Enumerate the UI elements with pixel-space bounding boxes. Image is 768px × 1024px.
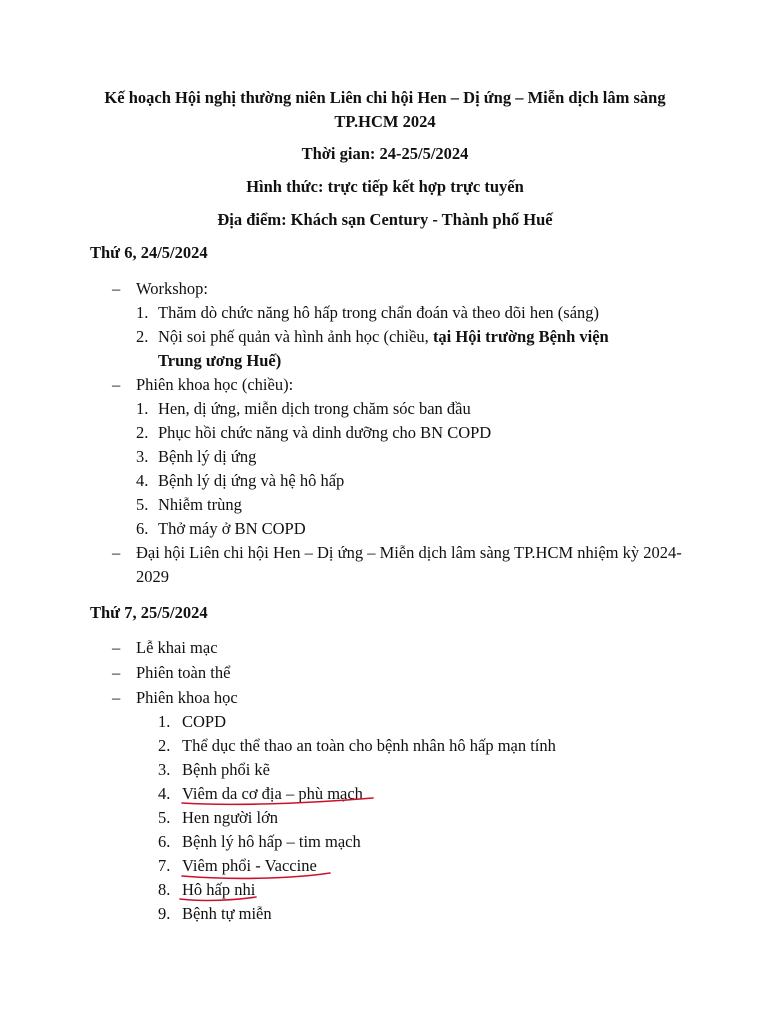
- afternoon-session-list: [136, 397, 692, 541]
- list-item: 3. Bệnh lý dị ứng: [136, 447, 257, 466]
- day2-session-section: – Phiên khoa học 1. COPD 2. Thể dục thể thao an toàn cho bệnh nhân hô hấp mạn tính 3. Bệnh phổi kẽ 4. Viêm da cơ địa – phù mạch 5. Hen người lớn 6. Bệnh lý hô hấp – tim mạch 7. Viêm phổi - Vaccine 8. Hô hấp nhi 9. Bệnh tự miễn: [112, 686, 692, 926]
- day2-heading: Thứ 7, 25/5/2024: [90, 603, 208, 622]
- list-item: 3. Bệnh phổi kẽ: [158, 760, 270, 779]
- event-time: Thời gian: 24-25/5/2024: [301, 144, 469, 163]
- list-item: 9. Bệnh tự miễn: [158, 904, 272, 923]
- list-item: 2. Nội soi phế quản và hình ảnh học (chiều, tại Hội trường Bệnh viện Trung ương Huế): [136, 327, 609, 370]
- list-item: 7. Viêm phổi - Vaccine: [158, 856, 317, 875]
- list-item: 8. Hô hấp nhi: [158, 880, 256, 899]
- event-venue: Địa điểm: Khách sạn Century - Thành phố Huế: [217, 210, 553, 229]
- day2-session-list: [136, 710, 692, 926]
- congress-text: Đại hội Liên chi hội Hen – Dị ứng – Miễn dịch lâm sàng TP.HCM nhiệm kỳ 2024-2029: [136, 543, 682, 586]
- day2-session-label: Phiên khoa học: [136, 688, 238, 707]
- congress-item: – Đại hội Liên chi hội Hen – Dị ứng – Miễn dịch lâm sàng TP.HCM nhiệm kỳ 2024-2029: [112, 541, 687, 589]
- list-item: 4. Bệnh lý dị ứng và hệ hô hấp: [136, 471, 345, 490]
- afternoon-session-label: Phiên khoa học (chiều):: [136, 375, 294, 394]
- document-title: Kế hoạch Hội nghị thường niên Liên chi hội Hen – Dị ứng – Miễn dịch lâm sàng TP.HCM 2024: [104, 88, 666, 131]
- list-item: 4. Viêm da cơ địa – phù mạch: [158, 784, 363, 803]
- list-item: 1. Thăm dò chức năng hô hấp trong chẩn đoán và theo dõi hen (sáng): [136, 303, 600, 322]
- event-format: Hình thức: trực tiếp kết hợp trực tuyến: [246, 177, 524, 196]
- opening-text: Lễ khai mạc: [136, 638, 218, 657]
- list-item: 6. Thở máy ở BN COPD: [136, 519, 306, 538]
- workshop-list: [136, 301, 692, 373]
- list-item: 1. Hen, dị ứng, miễn dịch trong chăm sóc ban đầu: [136, 399, 471, 418]
- list-item: 2. Thể dục thể thao an toàn cho bệnh nhân hô hấp mạn tính: [158, 736, 556, 755]
- afternoon-session-section: – Phiên khoa học (chiều): 1. Hen, dị ứng, miễn dịch trong chăm sóc ban đầu 2. Phục hồi chức năng và dinh dưỡng cho BN COPD 3. Bệnh lý dị ứng 4. Bệnh lý dị ứng và hệ hô hấp 5. Nhiễm trùng 6. Thở máy ở BN COPD: [112, 373, 692, 541]
- list-item: 6. Bệnh lý hô hấp – tim mạch: [158, 832, 361, 851]
- opening-item: – Lễ khai mạc: [112, 636, 692, 660]
- plenary-text: Phiên toàn thể: [136, 663, 231, 682]
- plenary-item: – Phiên toàn thể: [112, 661, 692, 685]
- dash-bullet: –: [112, 279, 121, 298]
- day1-heading: Thứ 6, 24/5/2024: [90, 243, 208, 262]
- list-item: 2. Phục hồi chức năng và dinh dưỡng cho BN COPD: [136, 423, 492, 442]
- list-item: 1. COPD: [158, 712, 227, 731]
- list-item: 5. Nhiễm trùng: [136, 495, 242, 514]
- workshop-section: [112, 277, 692, 373]
- workshop-label: Workshop:: [136, 279, 209, 298]
- list-item: 5. Hen người lớn: [158, 808, 279, 827]
